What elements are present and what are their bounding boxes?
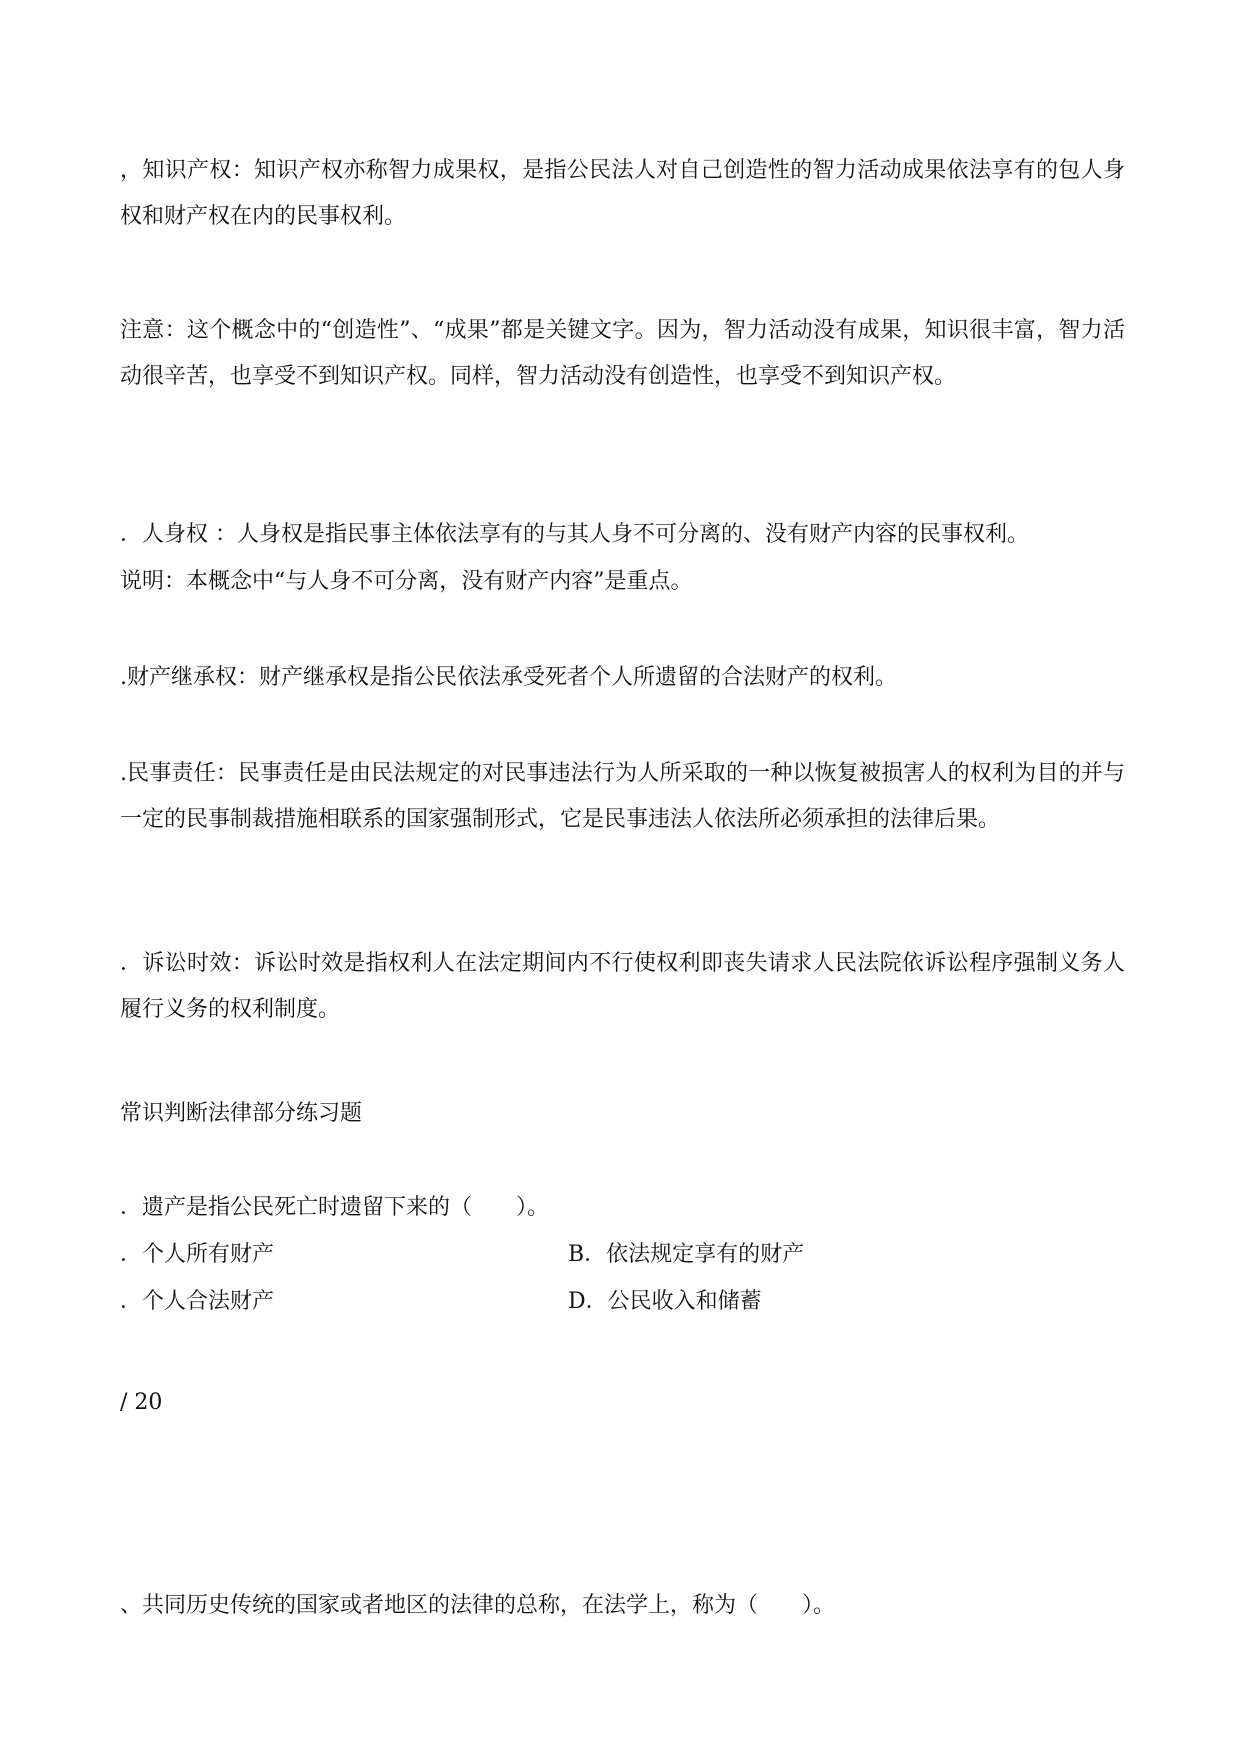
question-1-option-a: ．个人所有财产 xyxy=(120,1242,275,1267)
paragraph-statute-of-limitations: ．诉讼时效：诉讼时效是指权利人在法定期间内不行使权利即丧失请求人民法院依诉讼程序强制义务人履行义务的权利制度。 xyxy=(120,951,1125,1022)
page-number: / 20 xyxy=(120,1390,163,1415)
paragraph-personal-right: ．人身权 ：人身权是指民事主体依法享有的与其人身不可分离的、没有财产内容的民事权利。 xyxy=(120,522,1029,547)
question-2-stem: 、共同历史传统的国家或者地区的法律的总称，在法学上，称为（ ）。 xyxy=(120,1593,836,1618)
question-1-option-d: D．公民收入和储蓄 xyxy=(568,1289,762,1314)
paragraph-note: 注意：这个概念中的“创造性”、“成果”都是关键文字。因为，智力活动没有成果，知识很丰富，智力活动很辛苦，也享受不到知识产权。同样，智力活动没有创造性，也享受不到知识产权。 xyxy=(120,318,1125,389)
question-1-option-b: B．依法规定享有的财产 xyxy=(568,1242,805,1267)
question-1-option-c: ．个人合法财产 xyxy=(120,1289,275,1314)
paragraph-intellectual-property: ，知识产权：知识产权亦称智力成果权，是指公民法人对自己创造性的智力活动成果依法享有的包人身权和财产权在内的民事权利。 xyxy=(120,158,1125,229)
question-1-stem: ．遗产是指公民死亡时遗留下来的（ ）。 xyxy=(120,1195,550,1220)
paragraph-inheritance-right: .财产继承权：财产继承权是指公民依法承受死者个人所遗留的合法财产的权利。 xyxy=(120,665,897,690)
paragraph-civil-liability: .民事责任：民事责任是由民法规定的对民事违法行为人所采取的一种以恢复被损害人的权利为目的并与一定的民事制裁措施相联系的国家强制形式，它是民事违法人依法所必须承担的法律后果。 xyxy=(120,761,1125,832)
paragraph-personal-right-explanation: 说明：本概念中“与人身不可分离，没有财产内容”是重点。 xyxy=(120,569,693,594)
section-title: 常识判断法律部分练习题 xyxy=(120,1101,363,1126)
